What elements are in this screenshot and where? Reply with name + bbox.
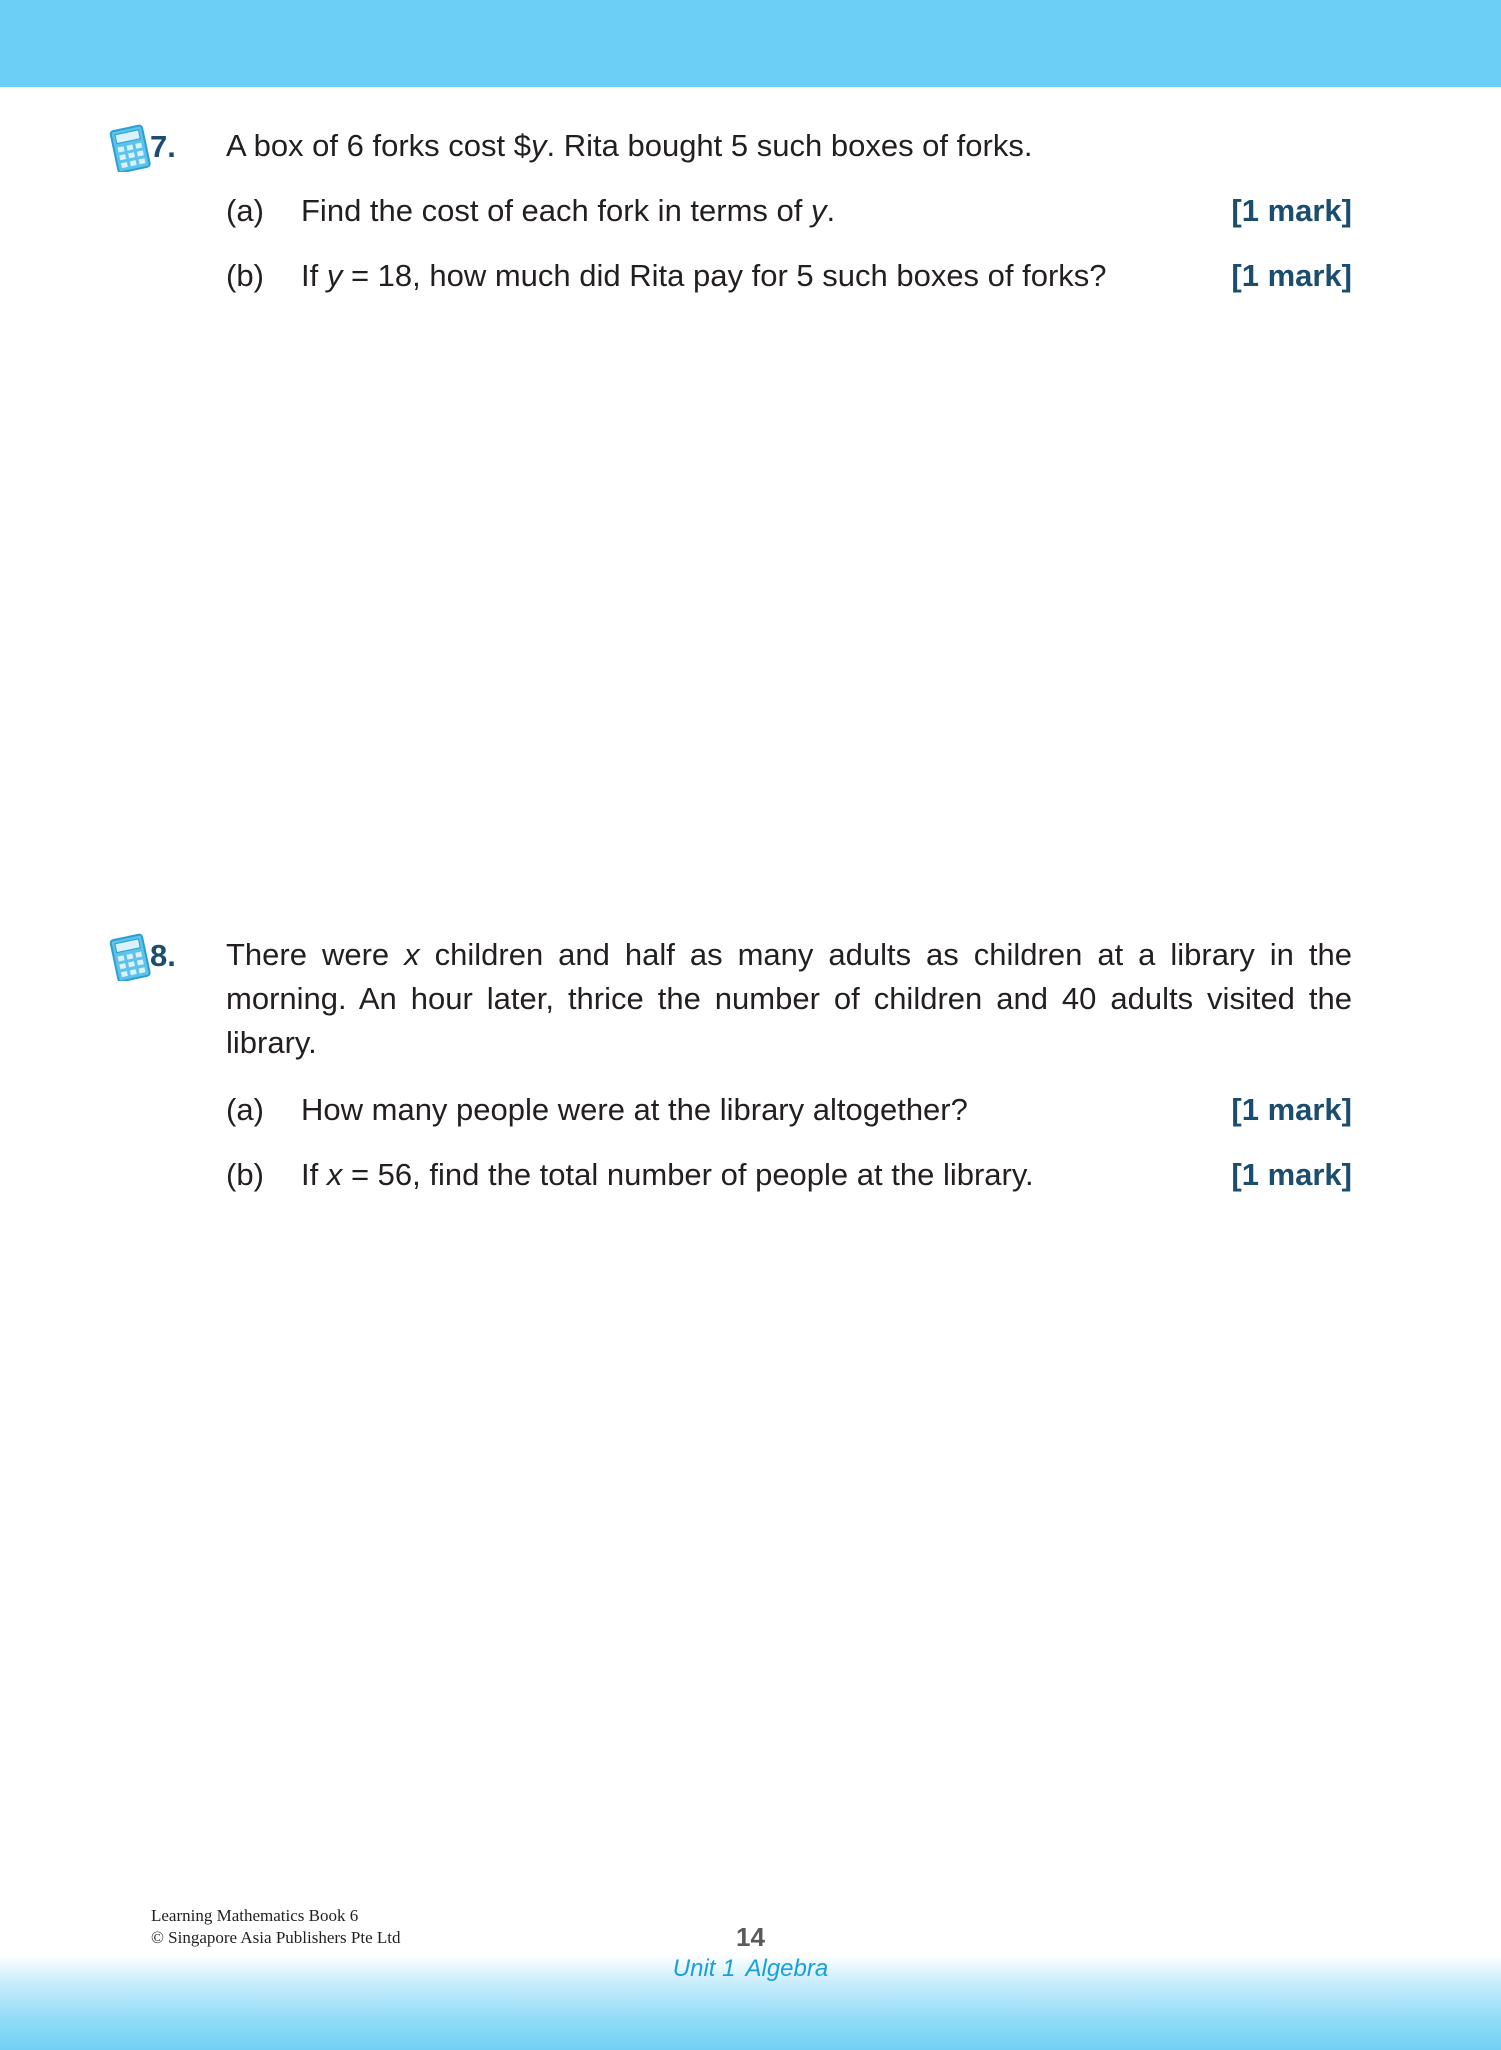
part-label: (a) bbox=[226, 193, 264, 228]
question-number: 8. bbox=[150, 938, 176, 973]
part-label: (b) bbox=[226, 1157, 264, 1192]
mark-label: [1 mark] bbox=[1231, 193, 1352, 228]
part-text: If x = 56, find the total number of people at the library. bbox=[301, 1157, 1034, 1192]
part-text: How many people were at the library altogether? bbox=[301, 1092, 968, 1127]
calculator-icon bbox=[108, 124, 152, 172]
part-label: (b) bbox=[226, 258, 264, 293]
question-number: 7. bbox=[150, 129, 176, 164]
calculator-icon bbox=[108, 933, 152, 981]
book-title: Learning Mathematics Book 6 bbox=[151, 1906, 359, 1925]
mark-label: [1 mark] bbox=[1231, 1092, 1352, 1127]
part-text: If y = 18, how much did Rita pay for 5 such boxes of forks? bbox=[301, 258, 1107, 293]
copyright: © Singapore Asia Publishers Pte Ltd bbox=[151, 1928, 401, 1947]
question-stem: A box of 6 forks cost $y. Rita bought 5 such boxes of forks. bbox=[226, 128, 1033, 163]
mark-label: [1 mark] bbox=[1231, 258, 1352, 293]
unit-number: Unit 1 bbox=[672, 1955, 736, 1982]
unit-label bbox=[0, 1954, 1501, 1984]
question-stem: There were x children and half as many adults as children at a library in the morning. An hour later, thrice the number of children and 40 adults visited the library. bbox=[226, 937, 1352, 1060]
mark-label: [1 mark] bbox=[1231, 1157, 1352, 1192]
header-band bbox=[0, 0, 1501, 87]
part-text: Find the cost of each fork in terms of y. bbox=[301, 193, 836, 228]
page-number: 14 bbox=[736, 1922, 765, 1952]
part-label: (a) bbox=[226, 1092, 264, 1127]
unit-title: Algebra bbox=[745, 1955, 829, 1982]
